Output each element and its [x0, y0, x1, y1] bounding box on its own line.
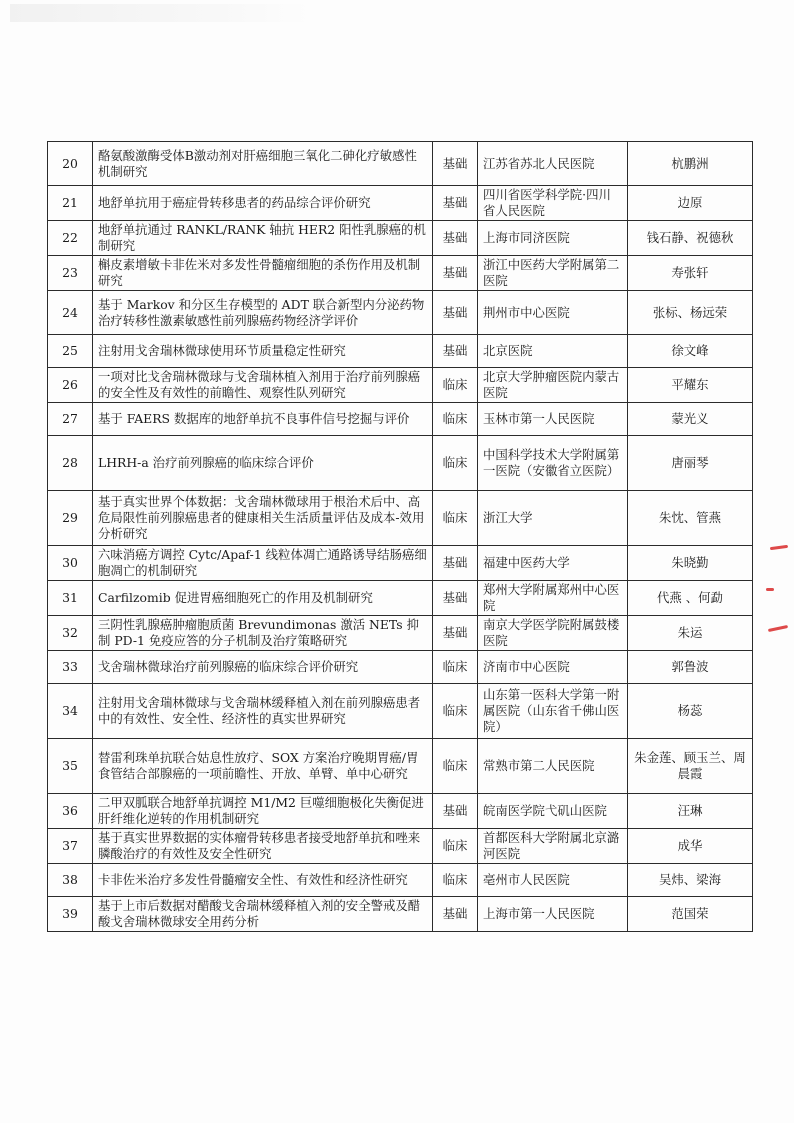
table-row: [48, 221, 753, 256]
project-title-cell: 基于上市后数据对醋酸戈舍瑞林缓释植入剂的安全警戒及醋酸戈舍瑞林微球安全用药分析: [93, 897, 433, 932]
table-row: [48, 864, 753, 897]
project-category-cell: 临床: [433, 739, 478, 794]
institution-cell: 浙江大学: [478, 491, 628, 546]
project-category-cell: 临床: [433, 436, 478, 491]
institution-cell: 山东第一医科大学第一附属医院（山东省千佛山医院）: [478, 684, 628, 739]
institution-cell: 福建中医药大学: [478, 546, 628, 581]
table-row: [48, 651, 753, 684]
project-leader-cell: 边原: [628, 186, 753, 221]
project-title-cell: 六味消癌方调控 Cytc/Apaf-1 线粒体凋亡通路诱导结肠癌细胞凋亡的机制研究: [93, 546, 433, 581]
project-title-cell: 注射用戈舍瑞林微球使用环节质量稳定性研究: [93, 335, 433, 368]
project-category-cell: 基础: [433, 546, 478, 581]
project-title-cell: 地舒单抗通过 RANKL/RANK 轴抗 HER2 阳性乳腺癌的机制研究: [93, 221, 433, 256]
project-category-cell: 基础: [433, 256, 478, 291]
project-title-cell: 注射用戈舍瑞林微球与戈舍瑞林缓释植入剂在前列腺癌患者中的有效性、安全性、经济性的真实世界研究: [93, 684, 433, 739]
row-number-cell: 30: [48, 546, 93, 581]
row-number-cell: 23: [48, 256, 93, 291]
row-number-cell: 37: [48, 829, 93, 864]
institution-cell: 荆州市中心医院: [478, 291, 628, 335]
project-title-cell: 戈舍瑞林微球治疗前列腺癌的临床综合评价研究: [93, 651, 433, 684]
table-row: [48, 491, 753, 546]
project-title-cell: 酪氨酸激酶受体B激动剂对肝癌细胞三氧化二砷化疗敏感性机制研究: [93, 142, 433, 186]
project-category-cell: 基础: [433, 794, 478, 829]
table-row: [48, 616, 753, 651]
project-category-cell: 临床: [433, 491, 478, 546]
project-title-cell: 三阴性乳腺癌肿瘤胞质菌 Brevundimonas 激活 NETs 抑制 PD-1 免疫应答的分子机制及治疗策略研究: [93, 616, 433, 651]
table-row: [48, 581, 753, 616]
project-category-cell: 临床: [433, 829, 478, 864]
institution-cell: 南京大学医学院附属鼓楼医院: [478, 616, 628, 651]
project-category-cell: 基础: [433, 581, 478, 616]
red-ink-mark: [770, 545, 788, 550]
project-title-cell: 基于真实世界个体数据：戈舍瑞林微球用于根治术后中、高危局限性前列腺癌患者的健康相关生活质量评估及成本-效用分析研究: [93, 491, 433, 546]
project-category-cell: 基础: [433, 186, 478, 221]
project-title-cell: 替雷利珠单抗联合姑息性放疗、SOX 方案治疗晚期胃癌/胃食管结合部腺癌的一项前瞻性、开放、单臂、单中心研究: [93, 739, 433, 794]
row-number-cell: 34: [48, 684, 93, 739]
project-leader-cell: 朱忱、管燕: [628, 491, 753, 546]
row-number-cell: 27: [48, 403, 93, 436]
institution-cell: 玉林市第一人民医院: [478, 403, 628, 436]
project-category-cell: 临床: [433, 403, 478, 436]
project-leader-cell: 张标、杨远荣: [628, 291, 753, 335]
institution-cell: 上海市同济医院: [478, 221, 628, 256]
row-number-cell: 24: [48, 291, 93, 335]
project-category-cell: 基础: [433, 897, 478, 932]
project-leader-cell: 朱金莲、顾玉兰、周晨霞: [628, 739, 753, 794]
table-row: [48, 436, 753, 491]
row-number-cell: 22: [48, 221, 93, 256]
row-number-cell: 35: [48, 739, 93, 794]
table-row: [48, 256, 753, 291]
project-leader-cell: 范国荣: [628, 897, 753, 932]
project-title-cell: Carfilzomib 促进胃癌细胞死亡的作用及机制研究: [93, 581, 433, 616]
row-number-cell: 36: [48, 794, 93, 829]
project-category-cell: 临床: [433, 651, 478, 684]
institution-cell: 郑州大学附属郑州中心医院: [478, 581, 628, 616]
institution-cell: 江苏省苏北人民医院: [478, 142, 628, 186]
institution-cell: 浙江中医药大学附属第二医院: [478, 256, 628, 291]
project-table: [47, 141, 753, 932]
table-row: [48, 739, 753, 794]
project-leader-cell: 蒙光义: [628, 403, 753, 436]
row-number-cell: 39: [48, 897, 93, 932]
project-leader-cell: 吴炜、梁海: [628, 864, 753, 897]
institution-cell: 皖南医学院弋矶山医院: [478, 794, 628, 829]
row-number-cell: 38: [48, 864, 93, 897]
project-leader-cell: 杭鹏洲: [628, 142, 753, 186]
project-title-cell: 地舒单抗用于癌症骨转移患者的药品综合评价研究: [93, 186, 433, 221]
row-number-cell: 25: [48, 335, 93, 368]
row-number-cell: 28: [48, 436, 93, 491]
institution-cell: 中国科学技术大学附属第一医院（安徽省立医院）: [478, 436, 628, 491]
table-row: [48, 684, 753, 739]
project-title-cell: 基于真实世界数据的实体瘤骨转移患者接受地舒单抗和唑来膦酸治疗的有效性及安全性研究: [93, 829, 433, 864]
project-category-cell: 基础: [433, 221, 478, 256]
project-category-cell: 基础: [433, 142, 478, 186]
table-row: [48, 897, 753, 932]
project-leader-cell: 寿张轩: [628, 256, 753, 291]
institution-cell: 上海市第一人民医院: [478, 897, 628, 932]
project-title-cell: 卡非佐米治疗多发性骨髓瘤安全性、有效性和经济性研究: [93, 864, 433, 897]
institution-cell: 首都医科大学附属北京潞河医院: [478, 829, 628, 864]
row-number-cell: 26: [48, 368, 93, 403]
project-leader-cell: 钱石静、祝德秋: [628, 221, 753, 256]
project-title-cell: 一项对比戈舍瑞林微球与戈舍瑞林植入剂用于治疗前列腺癌的安全性及有效性的前瞻性、观察性队列研究: [93, 368, 433, 403]
project-title-cell: 基于 FAERS 数据库的地舒单抗不良事件信号挖掘与评价: [93, 403, 433, 436]
row-number-cell: 21: [48, 186, 93, 221]
project-leader-cell: 朱晓勤: [628, 546, 753, 581]
project-title-cell: 二甲双胍联合地舒单抗调控 M1/M2 巨噬细胞极化失衡促进肝纤维化逆转的作用机制研究: [93, 794, 433, 829]
table-row: [48, 829, 753, 864]
project-leader-cell: 徐文峰: [628, 335, 753, 368]
row-number-cell: 31: [48, 581, 93, 616]
scan-artifact: [10, 4, 310, 22]
red-ink-mark: [766, 588, 774, 591]
table-row: [48, 403, 753, 436]
project-leader-cell: 成华: [628, 829, 753, 864]
project-category-cell: 基础: [433, 616, 478, 651]
project-table-body: [48, 142, 753, 932]
institution-cell: 四川省医学科学院·四川省人民医院: [478, 186, 628, 221]
red-ink-mark: [768, 625, 788, 632]
table-row: [48, 186, 753, 221]
project-leader-cell: 唐丽琴: [628, 436, 753, 491]
project-category-cell: 临床: [433, 368, 478, 403]
table-row: [48, 368, 753, 403]
table-row: [48, 291, 753, 335]
institution-cell: 常熟市第二人民医院: [478, 739, 628, 794]
project-category-cell: 临床: [433, 864, 478, 897]
row-number-cell: 29: [48, 491, 93, 546]
project-leader-cell: 杨蕊: [628, 684, 753, 739]
project-category-cell: 基础: [433, 291, 478, 335]
project-leader-cell: 郭鲁波: [628, 651, 753, 684]
row-number-cell: 20: [48, 142, 93, 186]
institution-cell: 济南市中心医院: [478, 651, 628, 684]
project-leader-cell: 平耀东: [628, 368, 753, 403]
table-row: [48, 142, 753, 186]
project-category-cell: 基础: [433, 335, 478, 368]
institution-cell: 北京大学肿瘤医院内蒙古医院: [478, 368, 628, 403]
table-row: [48, 546, 753, 581]
project-leader-cell: 代燕 、何勐: [628, 581, 753, 616]
project-leader-cell: 汪琳: [628, 794, 753, 829]
table-row: [48, 794, 753, 829]
project-title-cell: 槲皮素增敏卡非佐米对多发性骨髓瘤细胞的杀伤作用及机制研究: [93, 256, 433, 291]
project-leader-cell: 朱运: [628, 616, 753, 651]
table-row: [48, 335, 753, 368]
project-title-cell: LHRH-a 治疗前列腺癌的临床综合评价: [93, 436, 433, 491]
row-number-cell: 33: [48, 651, 93, 684]
project-category-cell: 临床: [433, 684, 478, 739]
row-number-cell: 32: [48, 616, 93, 651]
institution-cell: 亳州市人民医院: [478, 864, 628, 897]
project-title-cell: 基于 Markov 和分区生存模型的 ADT 联合新型内分泌药物治疗转移性激素敏感性前列腺癌药物经济学评价: [93, 291, 433, 335]
institution-cell: 北京医院: [478, 335, 628, 368]
